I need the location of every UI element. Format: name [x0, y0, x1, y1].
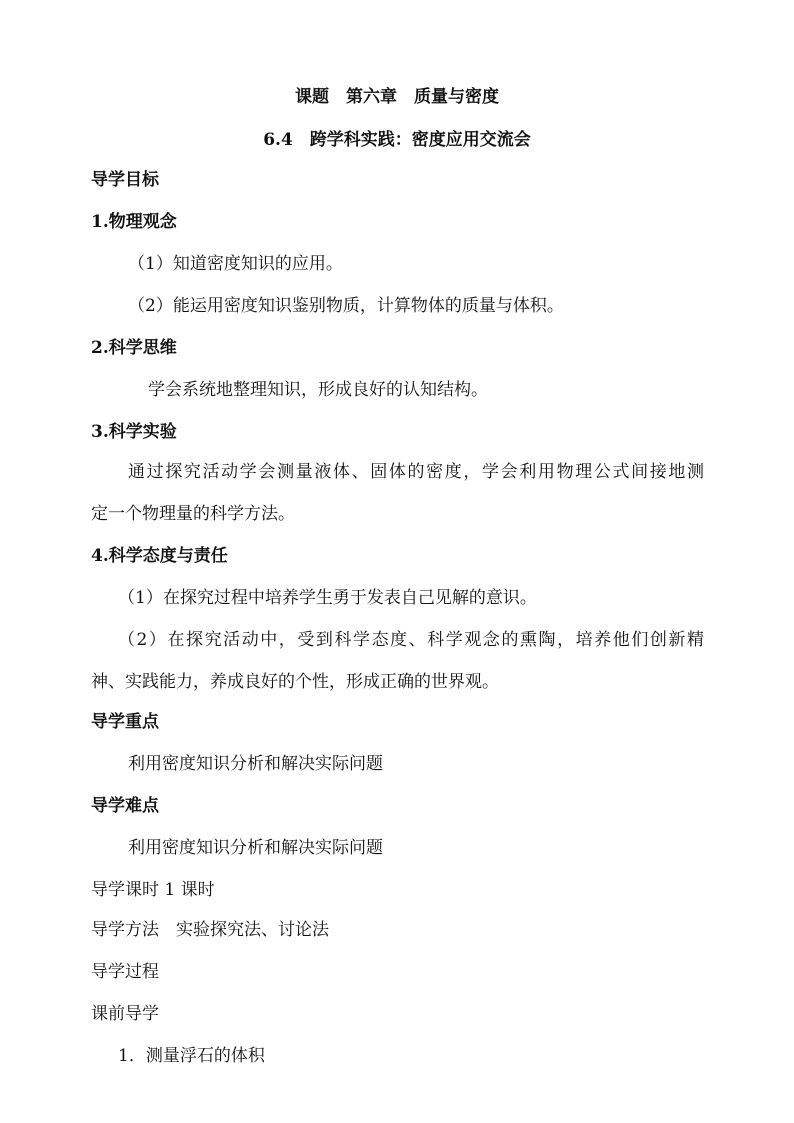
step-1: 1．测量浮石的体积 [118, 1046, 265, 1066]
experiment-heading: 3.科学实验 [91, 422, 177, 442]
key-heading: 导学重点 [91, 712, 159, 732]
process-heading: 导学过程 [91, 962, 159, 982]
teaching-method: 导学方法 实验探究法、讨论法 [91, 920, 329, 940]
page-title: 课题 第六章 质量与密度 [295, 87, 499, 107]
attitude-item-2-line-2: 神、实践能力，养成良好的个性，形成正确的世界观。 [91, 672, 499, 692]
experiment-text-line-1: 通过探究活动学会测量液体、固体的密度，学会利用物理公式间接地测 [128, 462, 704, 482]
concept-heading: 1.物理观念 [91, 212, 177, 232]
pre-class-heading: 课前导学 [91, 1004, 159, 1024]
page-subtitle: 6.4 跨学科实践：密度应用交流会 [263, 130, 531, 150]
objectives-heading: 导学目标 [91, 170, 159, 190]
thinking-text: 学会系统地整理知识，形成良好的认知结构。 [148, 380, 488, 400]
class-hours: 导学课时 1 课时 [91, 880, 215, 900]
experiment-text-line-2: 定一个物理量的科学方法。 [91, 504, 295, 524]
attitude-item-2-line-1: （2）在探究活动中，受到科学态度、科学观念的熏陶，培养他们创新精 [118, 630, 704, 650]
attitude-item-1: （1）在探究过程中培养学生勇于发表自己见解的意识。 [118, 588, 537, 608]
thinking-heading: 2.科学思维 [91, 338, 177, 358]
difficulty-heading: 导学难点 [91, 796, 159, 816]
concept-item-2: （2）能运用密度知识鉴别物质，计算物体的质量与体积。 [128, 296, 564, 316]
concept-item-1: （1）知道密度知识的应用。 [128, 254, 343, 274]
attitude-heading: 4.科学态度与责任 [91, 546, 228, 566]
key-text: 利用密度知识分析和解决实际问题 [128, 754, 383, 774]
difficulty-text: 利用密度知识分析和解决实际问题 [128, 838, 383, 858]
